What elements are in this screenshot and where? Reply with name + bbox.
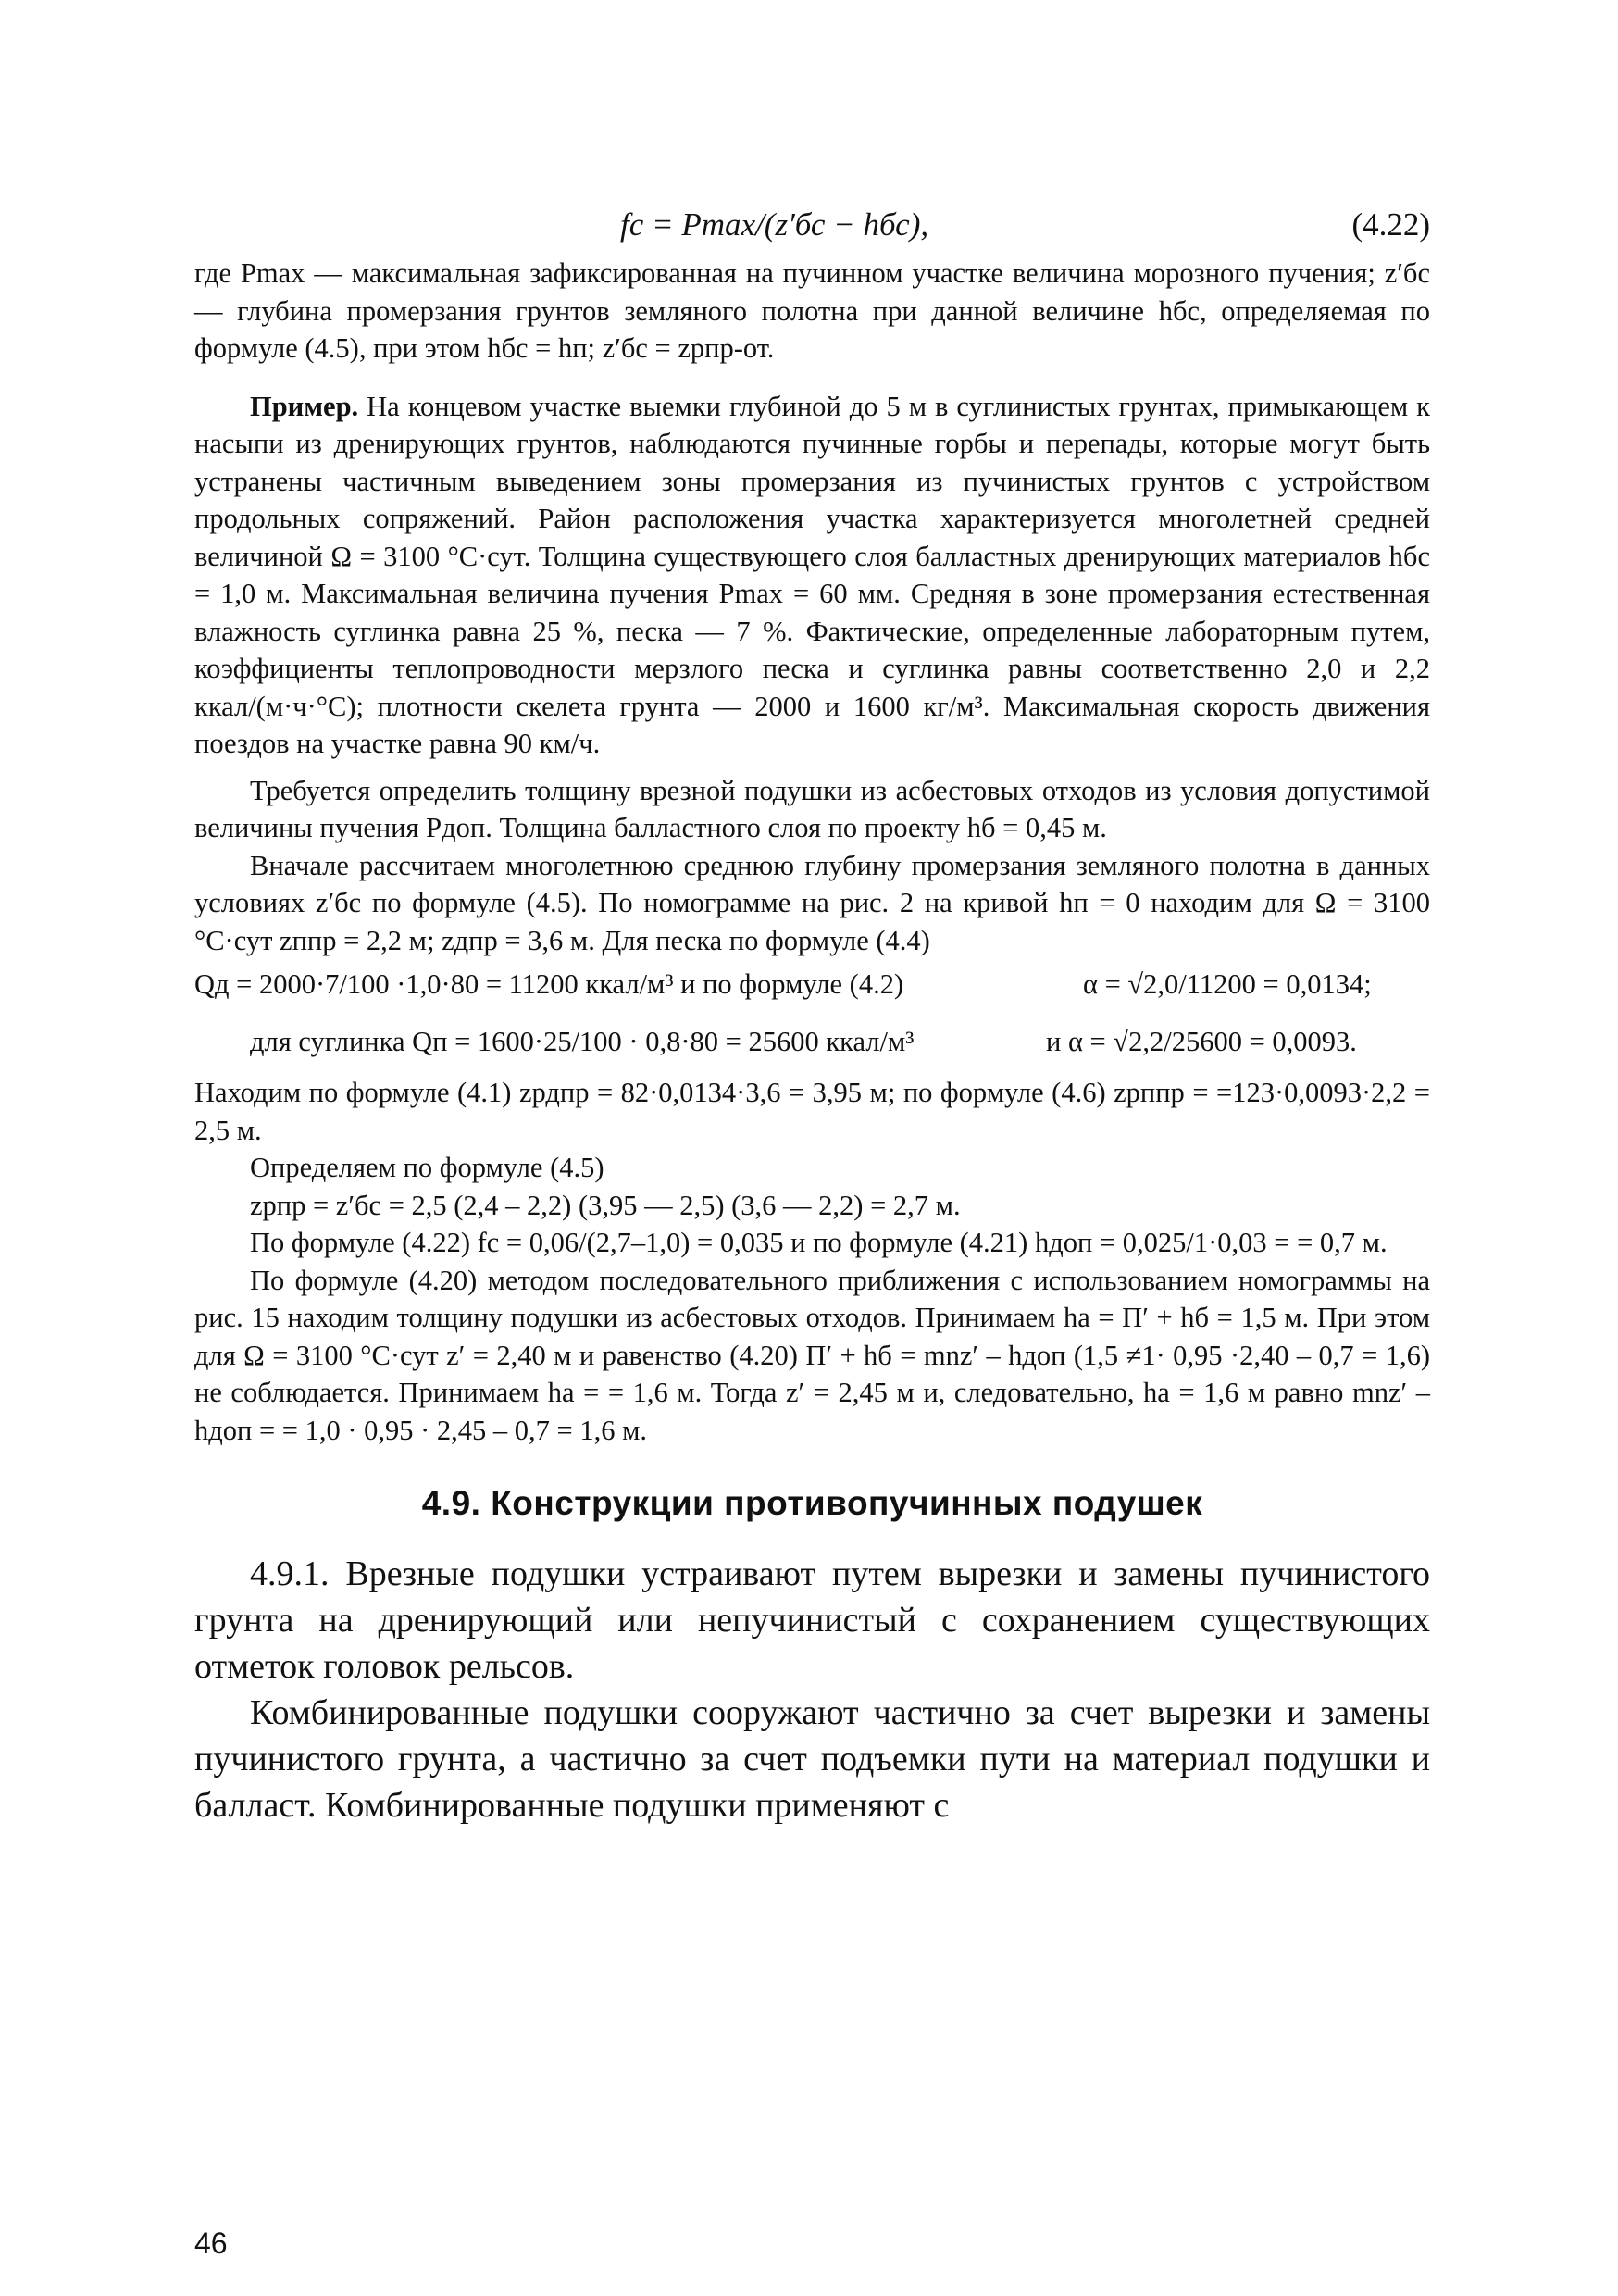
example-text: На концевом участке выемки глубиной до 5 м в суглинистых грунтах, примыкающем к насыпи из дренирующих грунтов, наблюдаются пучинные горбы и перепады, которые могут быть устранены частичным выведением зоны промерзания из пучинистых грунтов с устройством продольных сопряжений. Район расположения участка характеризуется многолетней средней величиной Ω = 3100 °С·сут. Толщина существующего слоя балластных дренирующих материалов hбс = 1,0 м. Максимальная величина пучения Pmax = 60 мм. Средняя в зоне промерзания естественная влажность суглинка равна 25 %, песка — 7 %. Фактические, определенные лабораторным путем, коэффициенты теплопроводности мерзлого песка и суглинка равны соответственно 2,0 и 2,2 ккал/(м·ч·°С); плотности скелета грунта — 2000 и 1600 кг/м³. Максимальная скорость движения поездов на участке равна 90 км/ч. — [194, 390, 1430, 759]
equation-sand — [194, 959, 1430, 1017]
page-number: 46 — [194, 2227, 228, 2260]
section-heading: 4.9. Конструкции противопучинных подушек — [421, 1484, 1203, 1522]
section-paragraph-2: Комбинированные подушки сооружают частично за счет вырезки и замены пучинистого грунта, а частично за счет подъемки пути на материал подушки и балласт. Комбинированные подушки применяют с — [194, 1693, 1430, 1825]
example-label: Пример. — [250, 390, 359, 422]
paragraph-formula-4-22: По формуле (4.22) fс = 0,06/(2,7–1,0) = 0,035 и по формуле (4.21) hдоп = 0,025/1·0,03 = = 0,7 м. — [250, 1227, 1388, 1258]
document-page — [194, 199, 1430, 1828]
paragraph-formula-4-5-result: zрпр = z′бс = 2,5 (2,4 – 2,2) (3,95 — 2,5) (3,6 — 2,2) = 2,7 м. — [250, 1189, 961, 1221]
paragraph-requirement: Требуется определить толщину врезной подушки из асбестовых отходов из условия допустимой величины пучения Pдоп. Толщина балластного слоя по проекту hб = 0,45 м. — [194, 774, 1430, 843]
equation-loam — [194, 1017, 1430, 1074]
equation-loam-alpha: и α = √2,2/25600 = 0,0093. — [1046, 1026, 1357, 1057]
formula-expression: fс = Pmax/(z′бс − hбс), — [620, 206, 929, 243]
formula-number: (4.22) — [1351, 206, 1430, 243]
equation-sand-main: Qд = 2000·7/100 ·1,0·80 = 11200 ккал/м³ и по формуле (4.2) — [194, 968, 904, 1000]
formula-definitions: где Pmax — максимальная зафиксированная на пучинном участке величина морозного пучения; z′бс — глубина промерзания грунтов земляного полотна при данной величине hбс, определяемая по формуле (4.5), при этом hбс = hп; z′бс = zрпр-от. — [194, 257, 1430, 364]
paragraph-formula-4-5-intro: Определяем по формуле (4.5) — [250, 1152, 604, 1183]
section-paragraph-1: 4.9.1. Врезные подушки устраивают путем вырезки и замены пучинистого грунта на дренирующий или непучинистый с сохранением существующих отметок головок рельсов. — [194, 1554, 1430, 1686]
paragraph-formula-4-1: Находим по формуле (4.1) zрдпр = 82·0,0134·3,6 = 3,95 м; по формуле (4.6) zрппр = =123·0,0093·2,2 = 2,5 м. — [194, 1077, 1430, 1146]
paragraph-formula-4-20: По формуле (4.20) методом последовательного приближения с использованием номограммы на рис. 15 находим толщину подушки из асбестовых отходов. Принимаем hа = П′ + hб = 1,5 м. При этом для Ω = 3100 °С·сут z′ = 2,40 м и равенство (4.20) П′ + hб = mnz′ – hдоп (1,5 ≠1· 0,95 ·2,40 – 0,7 = 1,6) не соблюдается. Принимаем hа = = 1,6 м. Тогда z′ = 2,45 м и, следовательно, hа = 1,6 м равно mnz′ – hдоп = = 1,0 · 0,95 · 2,45 – 0,7 = 1,6 м. — [194, 1264, 1430, 1446]
equation-sand-alpha: α = √2,0/11200 = 0,0134; — [1083, 968, 1372, 1000]
equation-loam-main: для суглинка Qп = 1600·25/100 · 0,8·80 = 25600 ккал/м³ — [250, 1026, 915, 1057]
example-paragraph — [194, 388, 1430, 763]
formula-4-22 — [194, 199, 1430, 255]
paragraph-calculation-start: Вначале рассчитаем многолетнюю среднюю глубину промерзания земляного полотна в данных условиях z′бс по формуле (4.5). По номограмме на рис. 2 на кривой hп = 0 находим для Ω = 3100 °С·сут zппр = 2,2 м; zдпр = 3,6 м. Для песка по формуле (4.4) — [194, 849, 1430, 956]
